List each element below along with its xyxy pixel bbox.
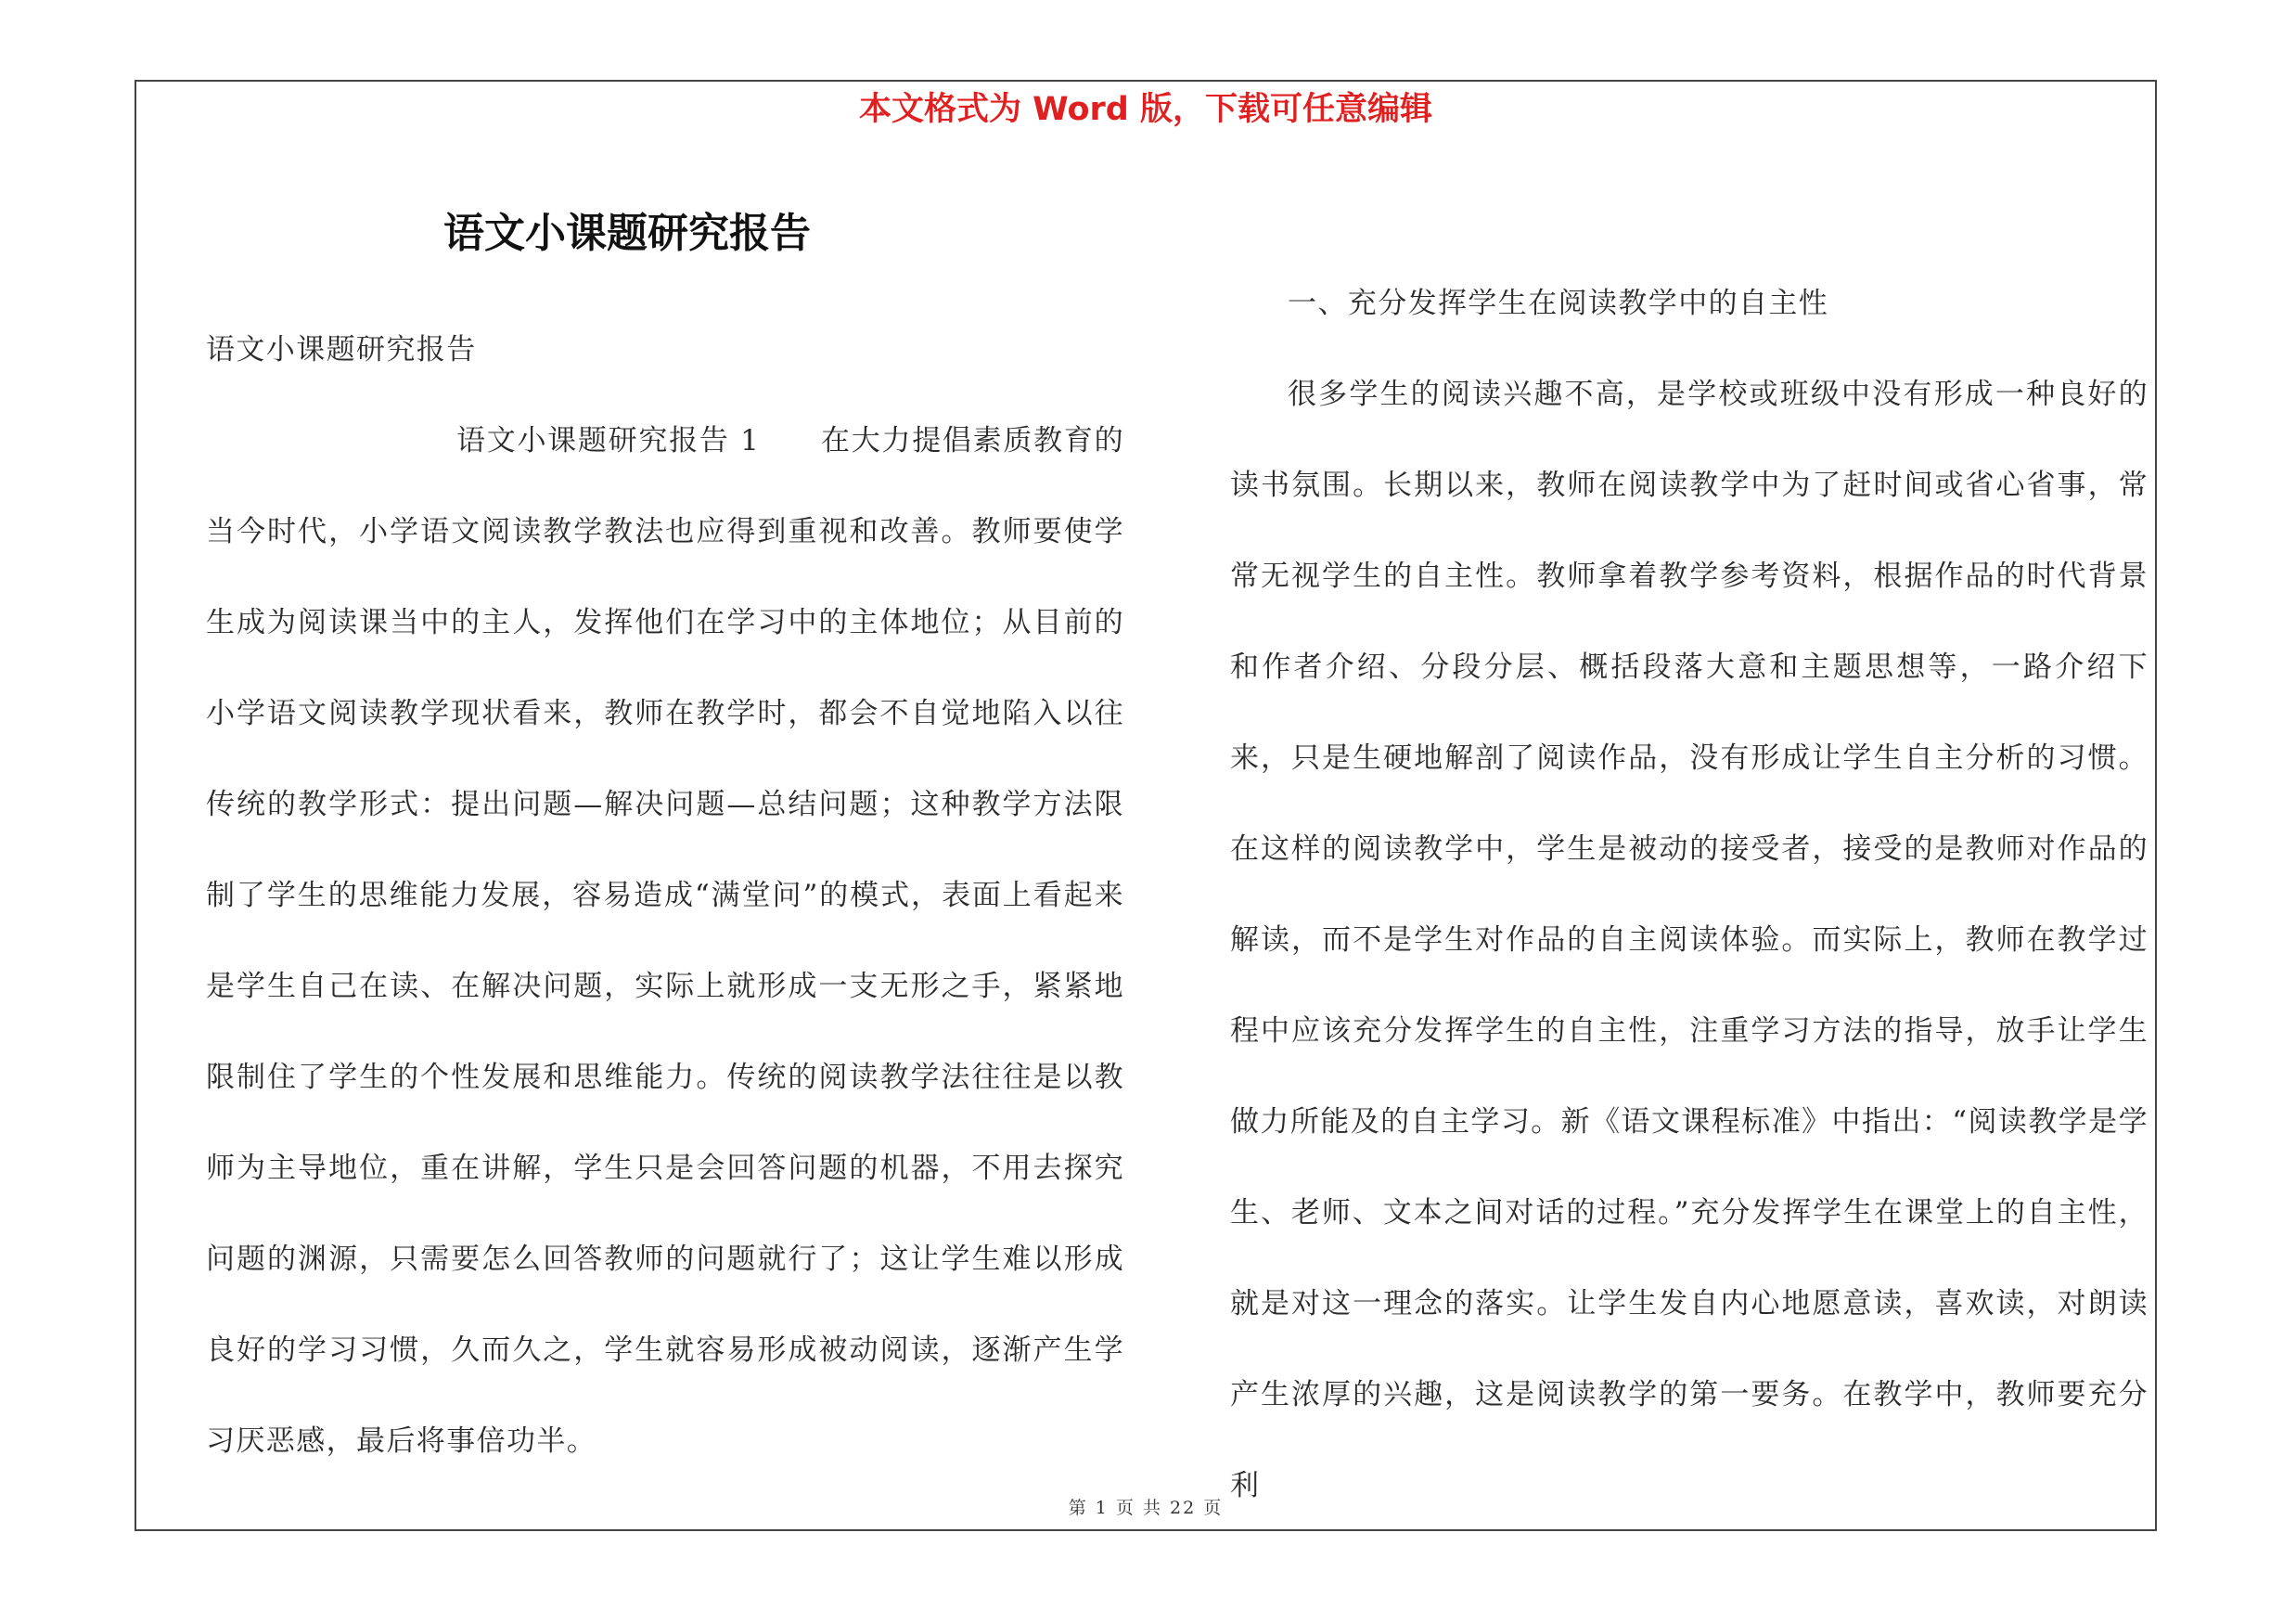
document-subtitle: 语文小课题研究报告 [206,333,477,367]
lead-paragraph: 语文小课题研究报告 1 在大力提倡素质教育的当今时代，小学语文阅读教学教法也应得到重视和改善。教师要使学生成为阅读课当中的主人，发挥他们在学习中的主体地位；从目前的小学语文阅读教学现状看来，教师在教学时，都会不自觉地陷入以往传统的教学形式：提出问题—解决问题—总结问题；这种教学方法限制了学生的思维能力发展，容易造成“满堂问”的模式，表面上看起来是学生自己在读、在解决问题，实际上就形成一支无形之手，紧紧地限制住了学生的个性发展和思维能力。传统的阅读教学法往往是以教师为主导地位，重在讲解，学生只是会回答问题的机器，不用去探究问题的渊源，只需要怎么回答教师的问题就行了；这让学生难以形成良好的学习习惯，久而久之，学生就容易形成被动阅读，逐渐产生学习厌恶感，最后将事倍功半。 [206,424,1124,1458]
document-title: 语文小课题研究报告 [443,210,811,257]
right-column [1230,258,2148,1531]
body-paragraph: 很多学生的阅读兴趣不高，是学校或班级中没有形成一种良好的读书氛围。长期以来，教师在阅读教学中为了赶时间或省心省事，常常无视学生的自主性。教师拿着教学参考资料，根据作品的时代背景和作者介绍、分段分层、概括段落大意和主题思想等，一路介绍下来，只是生硬地解剖了阅读作品，没有形成让学生自主分析的习惯。在这样的阅读教学中，学生是被动的接受者，接受的是教师对作品的解读，而不是学生对作品的自主阅读体验。而实际上，教师在教学过程中应该充分发挥学生的自主性，注重学习方法的指导，放手让学生做力所能及的自主学习。新《语文课程标准》中指出：“阅读教学是学生、老师、文本之间对话的过程。”充分发挥学生在课堂上的自主性，就是对这一理念的落实。让学生发自内心地愿意读，喜欢读，对朗读产生浓厚的兴趣，这是阅读教学的第一要务。在教学中，教师要充分利 [1230,378,2148,1502]
format-banner: 本文格式为 Word 版，下载可任意编辑 [858,91,1433,128]
left-column [206,304,1124,1487]
page-number-footer: 第 1 页 共 22 页 [1068,1498,1224,1518]
section-heading: 一、充分发挥学生在阅读教学中的自主性 [1288,287,1829,320]
